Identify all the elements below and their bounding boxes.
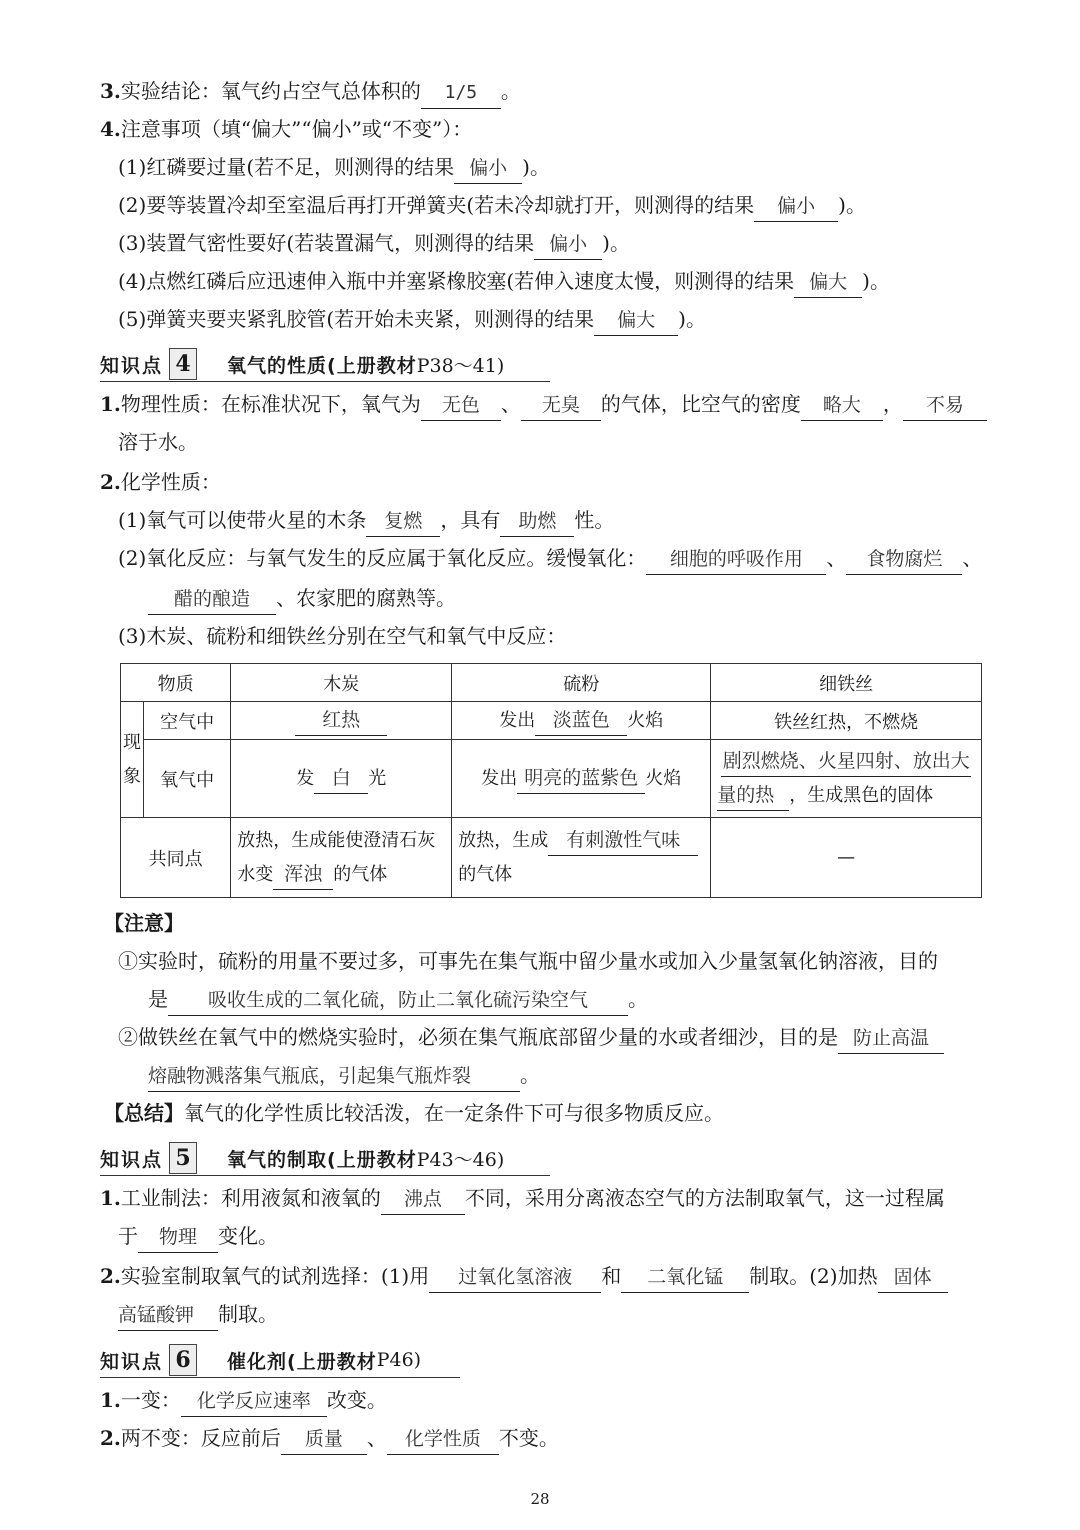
text: (2)氧化反应：与氧气发生的反应属于氧化反应。缓慢氧化：: [118, 546, 647, 570]
lab-method-line-2: [118, 1295, 1008, 1333]
text: 于: [118, 1224, 138, 1248]
answer-blank: 化学反应速率: [181, 1386, 327, 1417]
answer-blank: 醋的酿造: [148, 584, 276, 615]
text: 制取。(2)加热: [749, 1264, 878, 1288]
answer-blank: 1/5: [421, 78, 501, 109]
kp-label: 知识点: [100, 354, 164, 377]
answer-blank: 二氧化锰: [621, 1262, 749, 1293]
text: 火焰: [645, 768, 682, 789]
table-cell: [452, 818, 711, 898]
table-cell: [231, 702, 452, 740]
heading-underline: [100, 381, 550, 382]
table-cell: [452, 740, 711, 818]
physical-properties-line-2: [118, 423, 1008, 461]
text: ，: [882, 392, 903, 416]
note-item: [118, 262, 1008, 300]
note-text: (4)点燃红磷后应迅速伸入瓶中并塞紧橡胶塞(若伸入速度太慢，则测得的结果: [118, 269, 795, 293]
text: 物理性质：在标准状况下，氧气为: [120, 392, 421, 416]
kp4-heading: [100, 344, 550, 384]
item-number: 1.: [100, 1388, 121, 1412]
note-1-cont: [148, 980, 1038, 1018]
item-number: 2.: [100, 1426, 121, 1450]
table-row-air: [121, 702, 982, 740]
text: 是: [148, 987, 168, 1011]
note-1: [118, 942, 1008, 980]
answer-blank: 无臭: [521, 390, 601, 421]
answer-blank: 吸收生成的二氧化硫，防止二氧化硫污染空气: [168, 985, 628, 1016]
kp5-heading: [100, 1138, 550, 1178]
page-number: 28: [530, 1490, 550, 1508]
answer-blank: 细胞的呼吸作用: [646, 544, 826, 575]
table-cell: [711, 740, 982, 818]
summary-label: 【总结】: [104, 1101, 184, 1125]
table-header-row: [121, 664, 982, 702]
text: 实验室制取氧气的试剂选择：(1)用: [120, 1264, 430, 1288]
text: 、: [366, 1426, 387, 1450]
kp-title: 催化剂(上册教材: [227, 1350, 377, 1373]
answer-blank: 偏大: [594, 305, 678, 336]
text: 发出: [481, 768, 518, 789]
note-suffix: )。: [522, 155, 550, 179]
answer-blank: 偏小: [534, 229, 602, 260]
catalyst-unchanged-line: [100, 1419, 990, 1457]
text: ②做铁丝在氧气中的燃烧实验时，必须在集气瓶底部留少量的水或者细沙，目的是: [118, 1025, 838, 1049]
answer-blank: 食物腐烂: [846, 544, 962, 575]
note-item: [118, 186, 1008, 224]
conclusion-text: 实验结论：氧气约占空气总体积的: [120, 79, 421, 103]
header-cell: 细铁丝: [711, 664, 982, 702]
kp-title: 氧气的性质(上册教材: [227, 354, 417, 377]
answer-blank: 有刺激性气味: [548, 825, 698, 856]
note-suffix: )。: [838, 193, 866, 217]
chemical-item-1: [118, 501, 1008, 539]
text: 发: [296, 768, 315, 789]
text: 工业制法：利用液氮和液氧的: [120, 1186, 381, 1210]
answer-blank: 化学性质: [387, 1424, 499, 1455]
answer-blank: 不易: [903, 390, 987, 421]
text: 两不变：反应前后: [120, 1426, 281, 1450]
answer-blank: 沸点: [381, 1184, 465, 1215]
row-label: 共同点: [121, 818, 231, 898]
note-text: (2)要等装置冷却至室温后再打开弹簧夹(若未冷却就打开，则测得的结果: [118, 193, 755, 217]
answer-blank: 量的热: [717, 780, 789, 811]
note-suffix: )。: [862, 269, 890, 293]
chemical-properties-title: [100, 463, 990, 501]
text: (3)木炭、硫粉和细铁丝分别在空气和氧气中反应：: [118, 624, 567, 648]
text: 的气体: [333, 863, 388, 885]
answer-blank: 物理: [138, 1222, 218, 1253]
answer-blank: 固体: [878, 1262, 948, 1293]
text: 氧气的化学性质比较活泼，在一定条件下可与很多物质反应。: [184, 1101, 724, 1125]
text: 一变：: [120, 1388, 181, 1412]
notes-title-text: 注意事项（填“偏大”“偏小”或“不变”）：: [120, 117, 473, 141]
text: 、: [826, 546, 847, 570]
item-number: 1.: [100, 1186, 121, 1210]
kp-pages: P38～41): [416, 354, 505, 377]
answer-blank: 过氧化氢溶液: [429, 1262, 601, 1293]
kp-label: 知识点: [100, 1350, 164, 1373]
text: 、: [962, 546, 983, 570]
header-cell: 硫粉: [452, 664, 711, 702]
kp-pages: P46): [376, 1349, 422, 1371]
answer-blank: 浑浊: [273, 859, 333, 890]
item-number: 2.: [100, 470, 121, 494]
combustion-table: [120, 663, 982, 898]
item-number: 4.: [100, 117, 121, 141]
answer-blank: 偏大: [794, 267, 862, 298]
table-cell: [231, 818, 452, 898]
summary-line: [104, 1094, 994, 1132]
phenomenon-label: [121, 702, 144, 818]
kp-number-badge: 6: [169, 1344, 197, 1376]
header-cell: 物质: [121, 664, 231, 702]
table-cell: 铁丝红热，不燃烧: [711, 702, 982, 740]
answer-blank: 红热: [295, 705, 387, 736]
conclusion-line: [100, 72, 990, 110]
chemical-item-2-cont: [148, 579, 1038, 617]
note-text: (1)红磷要过量(若不足，则测得的结果: [118, 155, 455, 179]
item-number: 1.: [100, 392, 121, 416]
text: 制取。: [218, 1302, 278, 1326]
kp-number-badge: 5: [169, 1142, 197, 1174]
answer-blank: 白: [314, 763, 368, 794]
answer-blank: 明亮的蓝紫色: [517, 763, 645, 794]
table-cell: [452, 702, 711, 740]
table-cell: —: [711, 818, 982, 898]
heading-underline: [100, 1377, 460, 1378]
answer-blank: 无色: [421, 390, 501, 421]
heading-underline: [100, 1175, 550, 1176]
text: 的气体，比空气的密度: [600, 392, 801, 416]
row-label: 氧气中: [144, 740, 231, 818]
physical-properties-line: [100, 385, 990, 423]
answer-blank: 高锰酸钾: [118, 1300, 218, 1331]
chemical-item-2: [118, 539, 1008, 577]
answer-blank: 偏小: [754, 191, 838, 222]
text: 溶于水。: [118, 430, 198, 454]
table-row-oxygen: [121, 740, 982, 818]
kp-pages: P43～46): [416, 1148, 505, 1171]
industrial-method-line-2: [118, 1217, 1008, 1255]
note-suffix: )。: [678, 307, 706, 331]
text: 改变。: [326, 1388, 387, 1412]
text: 发出: [499, 710, 536, 731]
table-row-common: [121, 818, 982, 898]
text: 水变: [237, 863, 274, 885]
text: 和: [601, 1264, 622, 1288]
note-heading: [104, 904, 994, 942]
answer-blank: 偏小: [454, 153, 522, 184]
note-text: (3)装置气密性要好(若装置漏气，则测得的结果: [118, 231, 535, 255]
text: 化学性质：: [120, 470, 221, 494]
answer-blank: 略大: [801, 390, 883, 421]
answer-blank: 防止高温: [838, 1023, 944, 1054]
catalyst-change-line: [100, 1381, 990, 1419]
note-item: [118, 224, 1008, 262]
text: 火焰: [627, 710, 664, 731]
text: 。: [628, 987, 648, 1011]
text: 的气体: [458, 863, 513, 885]
note-title: 【注意】: [104, 911, 184, 935]
text: 不同，采用分离液态空气的方法制取氧气，这一过程属: [464, 1186, 945, 1210]
text: 。: [520, 1063, 540, 1087]
note-text: (5)弹簧夹要夹紧乳胶管(若开始未夹紧，则测得的结果: [118, 307, 595, 331]
answer-blank: 复燃: [366, 506, 440, 537]
answer-blank: 淡蓝色: [535, 705, 627, 736]
kp-number-badge: 4: [169, 348, 197, 380]
answer-blank: 助燃: [500, 506, 574, 537]
text: 光: [368, 768, 387, 789]
text: 变化。: [218, 1224, 278, 1248]
text: 不变。: [498, 1426, 559, 1450]
kp-title: 氧气的制取(上册教材: [227, 1148, 417, 1171]
text: ，生成黑色的固体: [789, 784, 934, 806]
note-2: [118, 1018, 1008, 1056]
row-label: 空气中: [144, 702, 231, 740]
note-item: [118, 148, 1008, 186]
text: ，具有: [440, 508, 501, 532]
kp-label: 知识点: [100, 1148, 164, 1171]
table-cell: [231, 740, 452, 818]
industrial-method-line: [100, 1179, 990, 1217]
text: 性。: [574, 508, 615, 532]
punctuation: 。: [500, 79, 521, 103]
note-item: [118, 300, 1008, 338]
answer-blank: 质量: [281, 1424, 367, 1455]
text: 放热，生成: [458, 829, 549, 851]
note-suffix: )。: [602, 231, 630, 255]
item-number: 3.: [100, 79, 121, 103]
text: 、农家肥的腐熟等。: [276, 586, 456, 610]
notes-title: [100, 110, 990, 148]
chemical-item-3: [118, 617, 1008, 655]
text: 、: [500, 392, 521, 416]
text: 放热，生成能使澄清石灰: [237, 829, 436, 851]
header-cell: 木炭: [231, 664, 452, 702]
note-2-cont: [148, 1056, 1038, 1094]
answer-blank: 熔融物溅落集气瓶底，引起集气瓶炸裂: [148, 1061, 520, 1092]
vertical-label-text: 现象: [123, 731, 141, 787]
kp6-heading: [100, 1340, 460, 1380]
answer-blank: 剧烈燃烧、火星四射、放出大: [721, 746, 971, 777]
text: ①实验时，硫粉的用量不要过多，可事先在集气瓶中留少量水或加入少量氢氧化钠溶液，目的: [118, 949, 938, 973]
lab-method-line: [100, 1257, 990, 1295]
text: (1)氧气可以使带火星的木条: [118, 508, 367, 532]
item-number: 2.: [100, 1264, 121, 1288]
